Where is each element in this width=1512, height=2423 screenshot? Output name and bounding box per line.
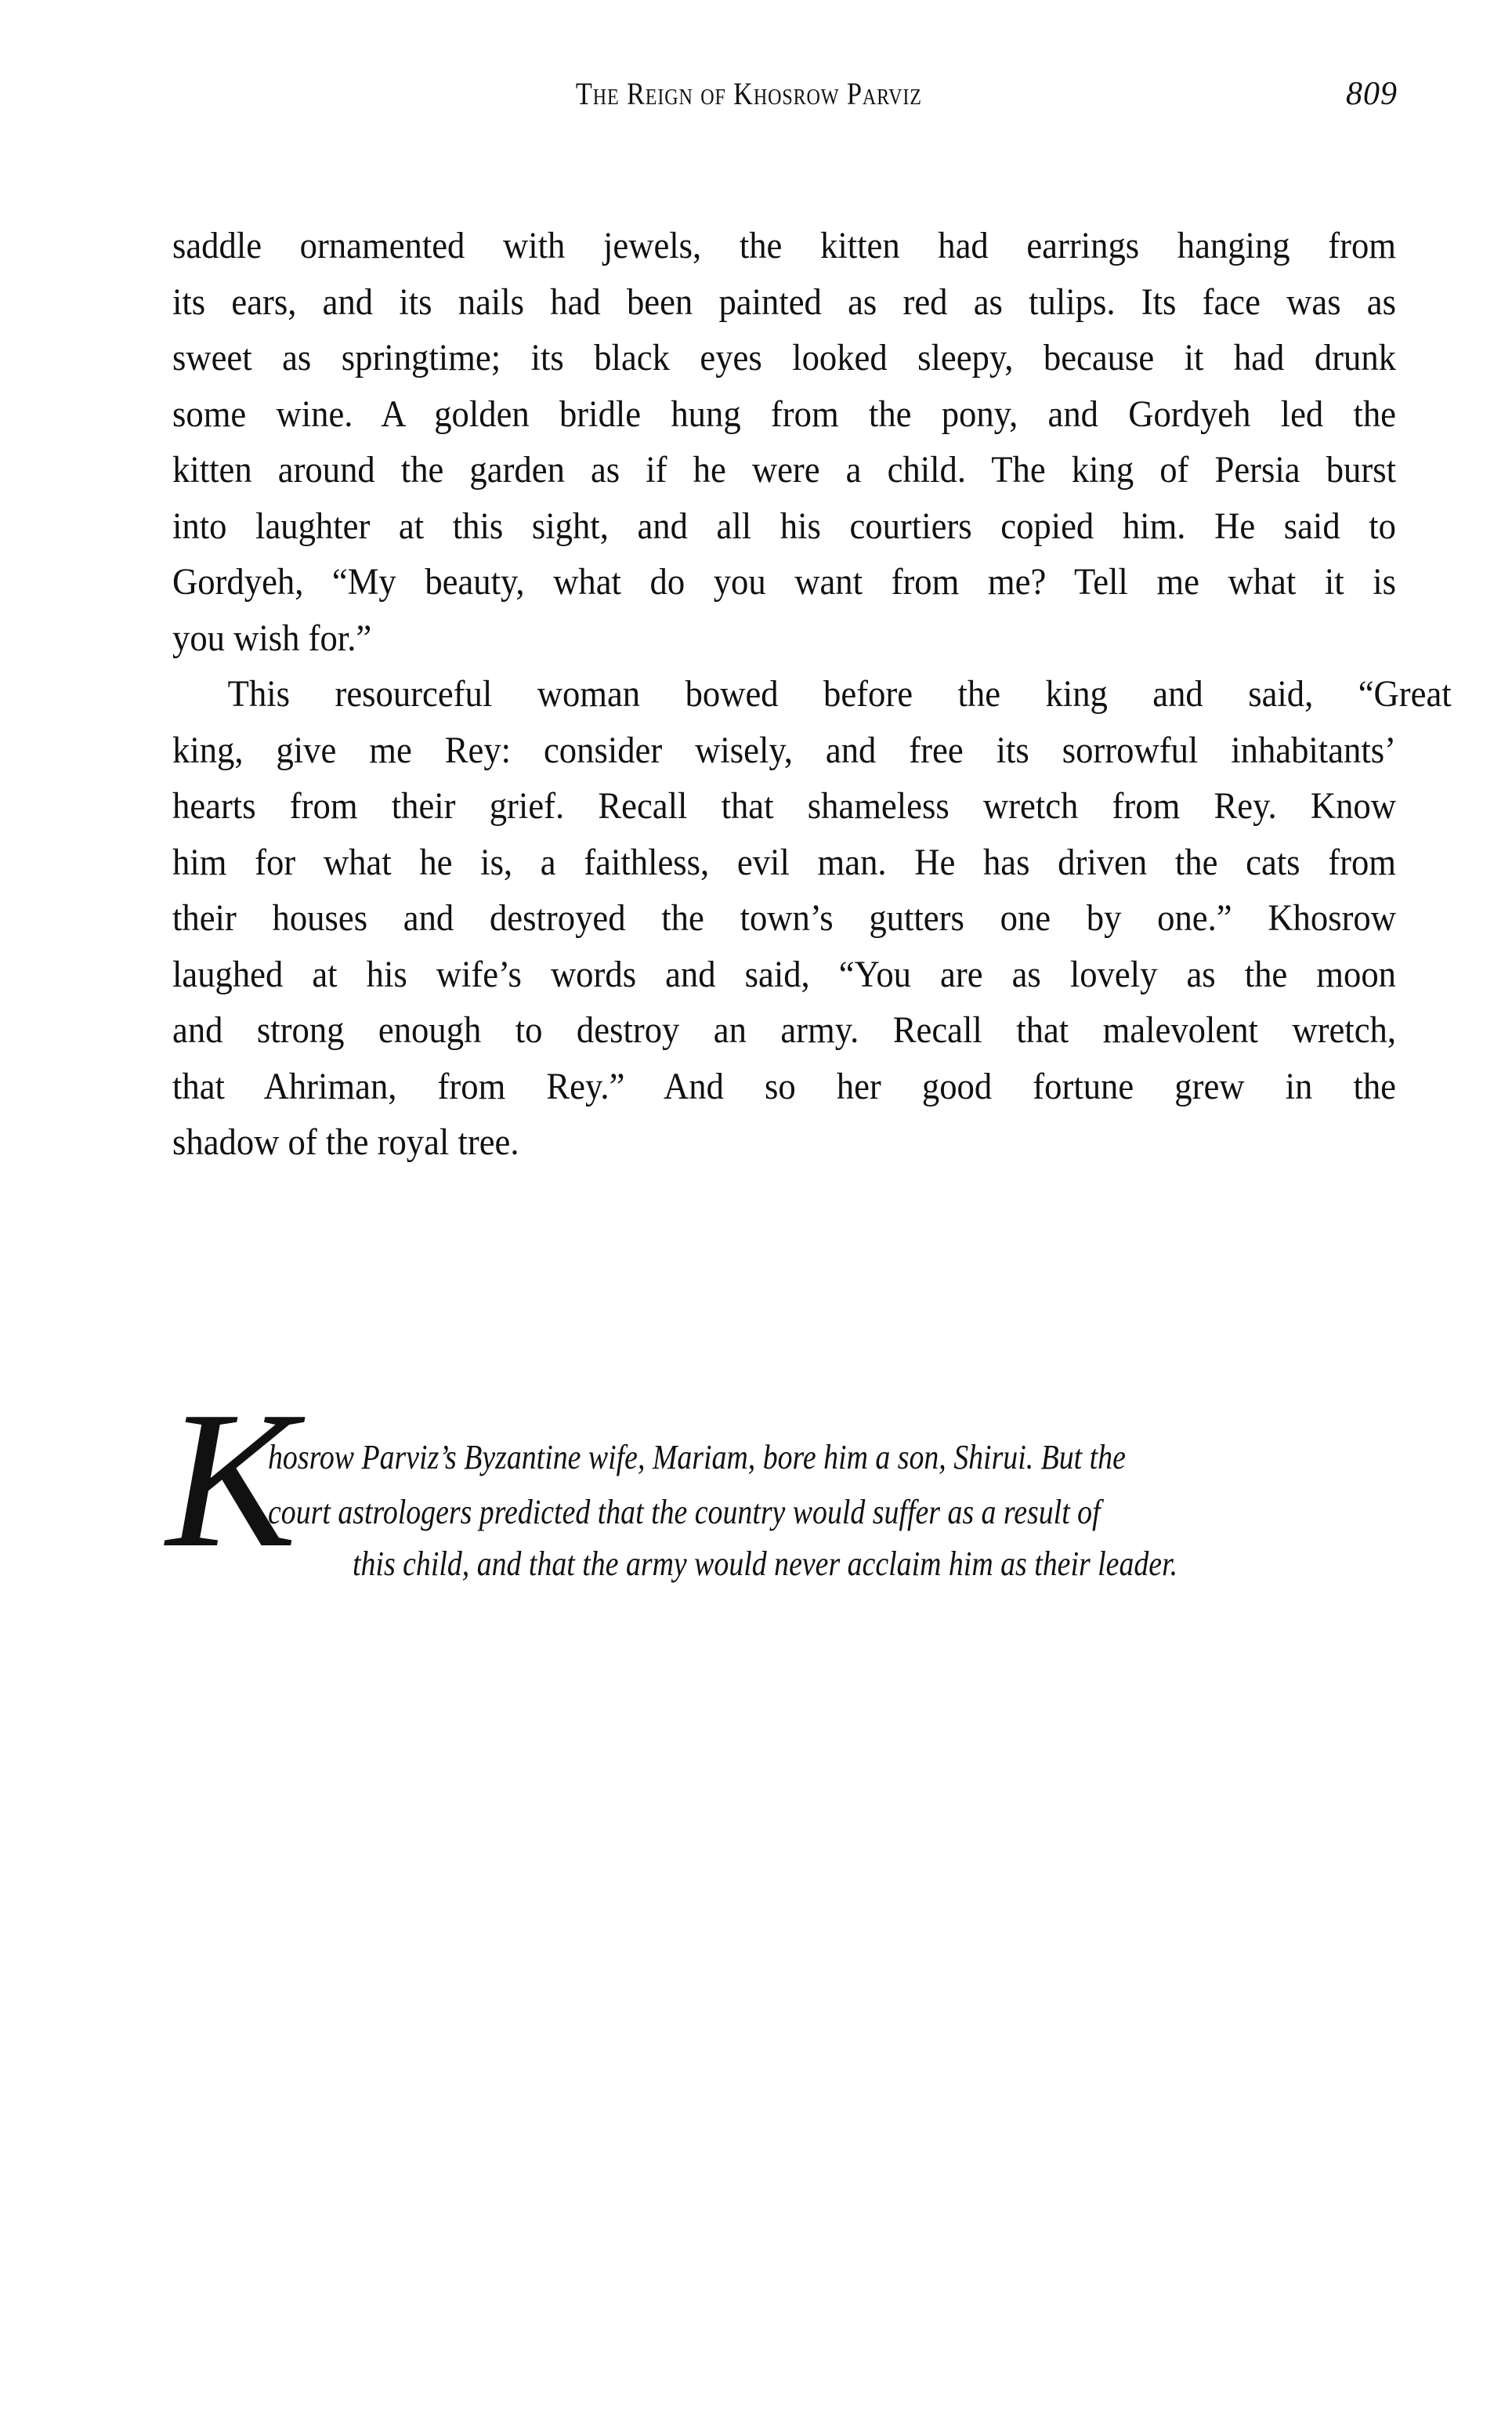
intro-line: this child, and that the army would never acclaim him as their leader. <box>353 1545 1178 1583</box>
intro-line: hosrow Parviz’s Byzantine wife, Mariam, bore him a son, Shirui. But the <box>268 1438 1126 1476</box>
paragraph-1 <box>172 218 1396 666</box>
text-line: saddle ornamented with jewels, the kitten had earrings hanging from <box>172 225 1396 266</box>
text-line: that Ahriman, from Rey.” And so her good fortune grew in the <box>172 1065 1396 1107</box>
text-line: king, give me Rey: consider wisely, and free its sorrowful inhabitants’ <box>172 729 1396 771</box>
body-text <box>172 218 1452 1171</box>
text-line: into laughter at this sight, and all his courtiers copied him. He said to <box>172 505 1396 547</box>
text-line: its ears, and its nails had been painted as red as tulips. Its face was as <box>172 281 1396 323</box>
text-line: sweet as springtime; its black eyes looked sleepy, because it had drunk <box>172 337 1396 378</box>
drop-cap: K <box>166 1371 297 1588</box>
intro-line: court astrologers predicted that the country would suffer as a result of <box>268 1493 1101 1531</box>
running-head <box>0 75 1512 114</box>
text-line: shadow of the royal tree. <box>172 1121 519 1163</box>
text-line: kitten around the garden as if he were a child. The king of Persia burst <box>172 449 1396 491</box>
running-title: The Reign of Khosrow Parviz <box>575 76 922 111</box>
text-line: and strong enough to destroy an army. Recall that malevolent wretch, <box>172 1009 1396 1051</box>
text-line: Gordyeh, “My beauty, what do you want from me? Tell me what it is <box>172 561 1396 603</box>
text-line: you wish for.” <box>172 617 372 659</box>
text-line: some wine. A golden bridle hung from the pony, and Gordyeh led the <box>172 393 1396 435</box>
section-intro <box>166 1371 1404 1588</box>
text-line: their houses and destroyed the town’s gutters one by one.” Khosrow <box>172 897 1396 939</box>
text-line: laughed at his wife’s words and said, “You are as lovely as the moon <box>172 953 1396 995</box>
paragraph-2 <box>172 666 1452 1171</box>
text-line: him for what he is, a faithless, evil man. He has driven the cats from <box>172 841 1396 883</box>
page-number: 809 <box>1346 76 1398 112</box>
text-line: hearts from their grief. Recall that shameless wretch from Rey. Know <box>172 785 1396 827</box>
text-line: This resourceful woman bowed before the king and said, “Great <box>227 673 1452 715</box>
